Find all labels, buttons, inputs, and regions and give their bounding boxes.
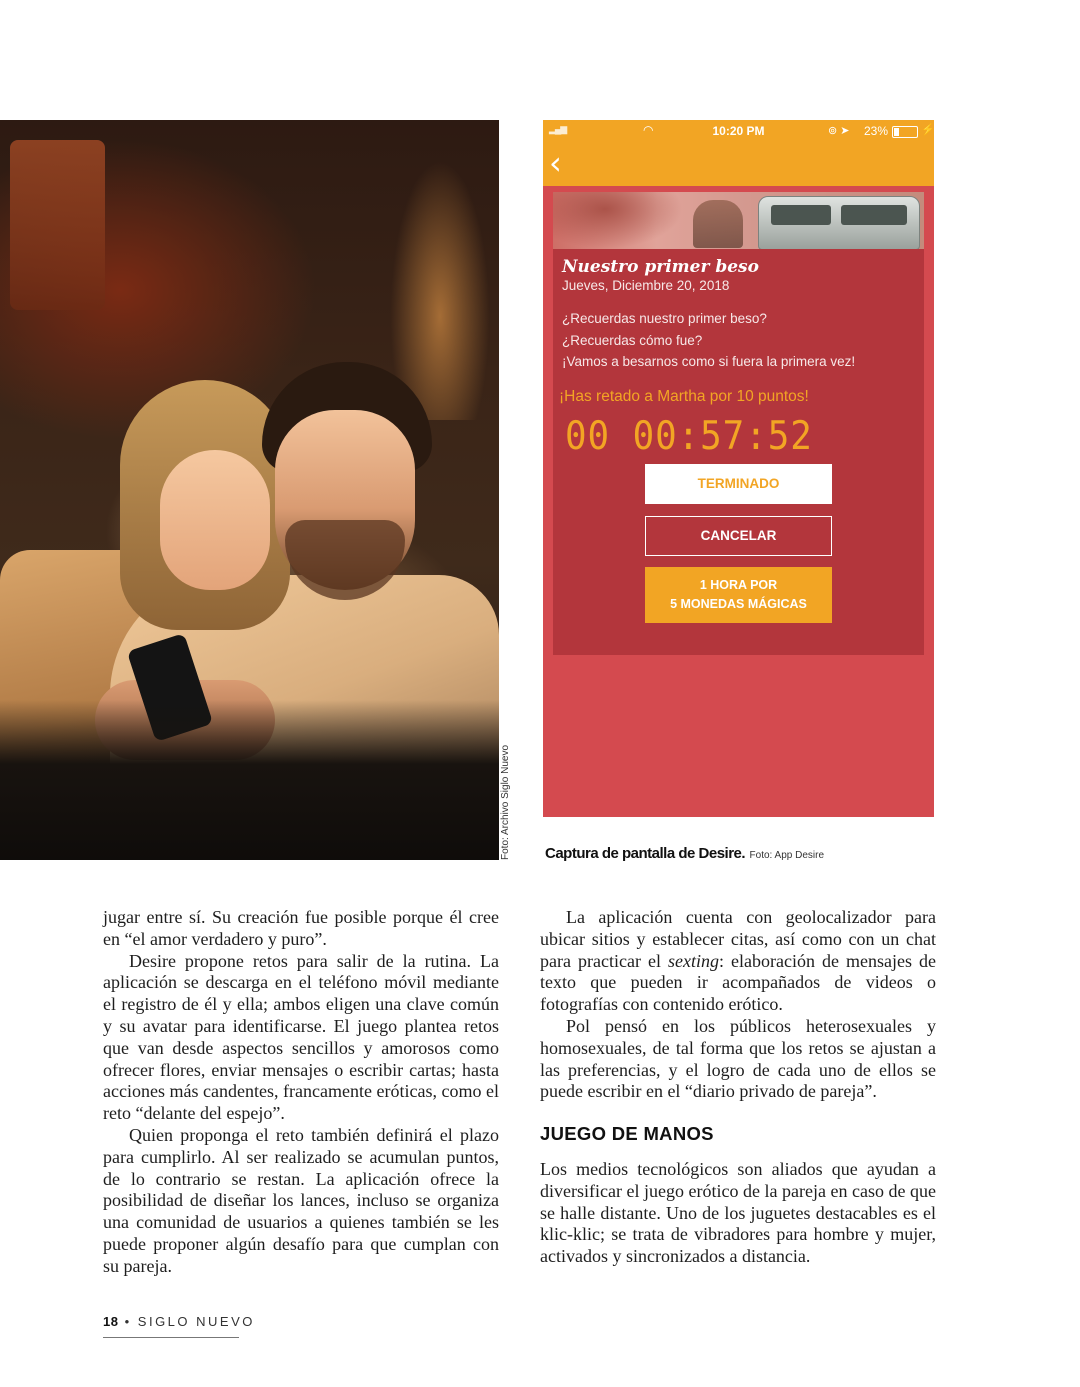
- van-window: [771, 205, 831, 225]
- lamp-glow: [390, 160, 490, 420]
- cancel-button[interactable]: CANCELAR: [645, 516, 832, 556]
- event-description: [562, 308, 855, 373]
- event-date: Jueves, Diciembre 20, 2018: [562, 278, 730, 293]
- page-number: 18: [103, 1314, 119, 1329]
- article-column-right: [540, 907, 936, 1268]
- caption-credit: Foto: App Desire: [749, 850, 825, 861]
- status-time: 10:20 PM: [712, 124, 765, 138]
- section-heading: JUEGO DE MANOS: [540, 1123, 714, 1145]
- paragraph-text: La aplicación cuenta con geolocalizador para ubicar sitios y establecer citas, así como con un chat para practicar el: [540, 907, 936, 971]
- publication-name: SIGLO NUEVO: [137, 1314, 255, 1329]
- wall-decoration: [10, 140, 105, 310]
- extend-line-1: 1 HORA POR: [699, 578, 778, 592]
- location-icon: ⊚ ➤: [828, 125, 850, 137]
- charging-icon: ⚡: [921, 124, 935, 136]
- app-screenshot: [543, 120, 934, 817]
- event-banner-image: [553, 192, 924, 249]
- couple-photo: [0, 120, 499, 860]
- paragraph: jugar entre sí. Su creación fue posible porque él cree en “el amor verdadero y puro”.: [103, 907, 499, 949]
- paragraph: Los medios tecnológicos son aliados que ayudan a diversificar el juego erótico de la pareja en caso de que se halle distante. Uno de los juguetes destacables es el klic-klic; se trata de vibradores para hombre y mujer, activados y sincronizados a distancia.: [540, 1158, 936, 1267]
- back-chevron-icon[interactable]: ‹: [549, 144, 562, 182]
- paragraph: [540, 907, 936, 1016]
- article-column-left: [103, 907, 499, 1278]
- paragraph: Desire propone retos para salir de la rutina. La aplicación se descarga en el teléfono móvil mediante el registro de él y ella; ambos eligen una clave común y su avatar para identificarse. El juego plantea retos que van desde aspectos sencillos y amorosos como ofrecer flores, enviar mensajes o escribir cartas; hasta acciones más candentes, francamente eróticas, como el reto “delante del espejo”.: [103, 950, 499, 1124]
- status-bar: [543, 120, 934, 142]
- photo-credit: Foto: Archivo Siglo Nuevo: [500, 744, 511, 860]
- done-button[interactable]: TERMINADO: [645, 464, 832, 504]
- banner-trees: [553, 192, 683, 249]
- banner-van: [758, 196, 920, 249]
- event-title: Nuestro primer beso: [562, 257, 759, 277]
- extend-time-button[interactable]: [645, 567, 832, 623]
- extend-line-2: 5 MONEDAS MÁGICAS: [670, 597, 807, 611]
- figure-caption: [545, 845, 824, 863]
- paragraph-text: : elaboración de mensajes de texto que pueden ir acompañados de videos o fotografías con contenido erótico.: [540, 950, 936, 1015]
- challenge-status: ¡Has retado a Martha por 10 puntos!: [559, 388, 809, 405]
- woman-face: [160, 450, 270, 590]
- banner-couple: [693, 200, 743, 248]
- caption-text: Captura de pantalla de Desire.: [545, 845, 746, 862]
- battery-icon: [892, 126, 918, 138]
- description-line: ¿Recuerdas cómo fue?: [562, 332, 703, 348]
- emphasis-term: sexting: [667, 950, 719, 971]
- footer-separator: •: [124, 1314, 132, 1329]
- countdown-timer: 00 00:57:52: [565, 414, 813, 459]
- paragraph: Pol pensó en los públicos heterosexuales y homosexuales, de tal forma que los retos se ajustan a las preferencias, y el logro de cada uno de ellos se puede escribir en el “diario privado de pareja”.: [540, 1015, 936, 1102]
- description-line: ¿Recuerdas nuestro primer beso?: [562, 311, 767, 326]
- page-footer: [103, 1314, 255, 1329]
- nav-bar: [543, 142, 934, 186]
- wifi-icon: ◠: [643, 123, 654, 137]
- battery-percent: 23%: [864, 124, 889, 138]
- shadow-foreground: [0, 700, 499, 860]
- signal-icon: ▂▄▆: [549, 124, 567, 134]
- paragraph: Quien proponga el reto también definirá el plazo para cumplirlo. Al ser realizado se acumulan puntos, de lo contrario se restan. La aplicación ofrece la posibilidad de diseñar los lances, incluso se organiza una comunidad de usuarios a quienes también se les puede proponer algún desafío para que cumplan con su pareja.: [103, 1124, 499, 1276]
- van-window: [841, 205, 907, 225]
- description-line: ¡Vamos a besarnos como si fuera la primera vez!: [562, 354, 856, 369]
- challenge-card: [553, 192, 924, 655]
- footer-rule: [103, 1337, 239, 1338]
